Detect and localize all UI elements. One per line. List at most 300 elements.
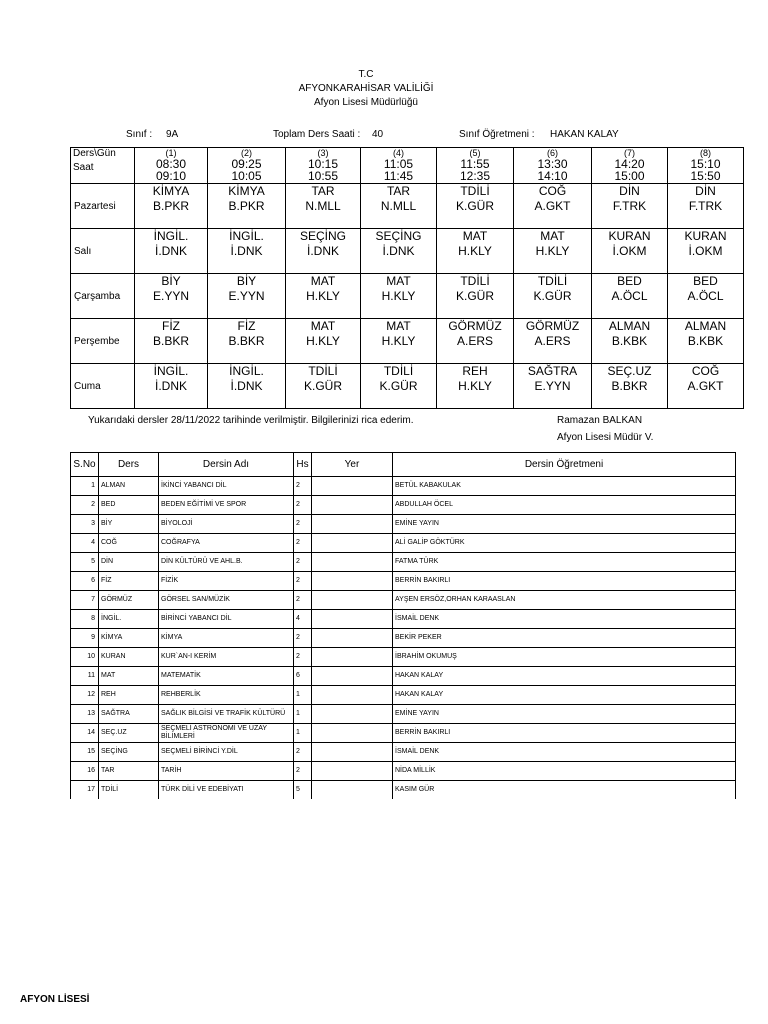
lesson-teacher: E.YYN [534, 379, 571, 393]
lesson-subject: SAĞTRA [527, 364, 578, 378]
course-place [312, 762, 393, 781]
course-code: BİY [99, 515, 159, 534]
course-code: SEÇİNG [99, 743, 159, 762]
course-no: 15 [71, 743, 99, 762]
course-teacher: BERRİN BAKIRLI [393, 724, 736, 743]
course-name: KUR`AN-I KERİM [159, 648, 294, 667]
course-no: 12 [71, 686, 99, 705]
lesson-subject: COĞ [538, 184, 567, 198]
course-name: BİRİNCİ YABANCI DİL [159, 610, 294, 629]
lesson-teacher: İ.DNK [230, 244, 263, 258]
lesson-subject: DİN [619, 184, 640, 198]
lesson-teacher: H.KLY [381, 334, 416, 348]
principal-name: Ramazan BALKAN [557, 415, 643, 426]
lesson-cell [668, 364, 744, 409]
course-place [312, 648, 393, 667]
course-hours: 5 [294, 781, 312, 800]
course-hours: 2 [294, 591, 312, 610]
course-name: COĞRAFYA [159, 534, 294, 553]
lesson-cell [592, 274, 668, 319]
lesson-subject: TDİLİ [460, 184, 490, 198]
period-header-1 [135, 148, 208, 184]
lesson-subject: TAR [386, 184, 411, 198]
header-tc: T.C [358, 69, 374, 80]
lesson-subject: TDİLİ [308, 364, 338, 378]
course-no: 1 [71, 477, 99, 496]
lesson-teacher: H.KLY [458, 244, 492, 258]
course-name: REHBERLİK [159, 686, 294, 705]
lesson-teacher: H.KLY [381, 289, 416, 303]
period-start: 13:30 [537, 157, 568, 171]
lesson-teacher: İ.DNK [382, 244, 415, 258]
course-place [312, 743, 393, 762]
period-header-4 [361, 148, 437, 184]
table-row [71, 515, 736, 534]
lesson-cell [668, 274, 744, 319]
lesson-cell [592, 319, 668, 364]
table-row [71, 762, 736, 781]
course-code: SEÇ.UZ [99, 724, 159, 743]
course-no: 9 [71, 629, 99, 648]
period-start: 09:25 [231, 157, 262, 171]
period-end: 11:45 [383, 169, 414, 183]
course-code: ALMAN [99, 477, 159, 496]
course-name: BEDEN EĞİTİMİ VE SPOR [159, 496, 294, 515]
period-start: 11:55 [460, 157, 490, 171]
day-name: Cuma [71, 364, 135, 409]
lesson-subject: GÖRMÜZ [525, 319, 580, 333]
table-row [71, 667, 736, 686]
weekly-timetable [70, 147, 744, 409]
course-name: MATEMATİK [159, 667, 294, 686]
table-row [71, 591, 736, 610]
period-start: 11:05 [383, 157, 414, 171]
course-teacher: EMİNE YAYIN [393, 515, 736, 534]
lesson-teacher: İ.DNK [154, 244, 187, 258]
period-header-8 [668, 148, 744, 184]
course-code: COĞ [99, 534, 159, 553]
lesson-teacher: B.BKR [152, 334, 189, 348]
lesson-cell [286, 319, 361, 364]
lesson-teacher: K.GÜR [303, 379, 342, 393]
lesson-cell [514, 364, 592, 409]
class-label: Sınıf : [126, 129, 153, 140]
lesson-cell [592, 229, 668, 274]
course-no: 10 [71, 648, 99, 667]
period-number: (7) [624, 148, 635, 158]
lesson-subject: MAT [310, 274, 336, 288]
course-no: 17 [71, 781, 99, 800]
lesson-subject: İNGİL. [229, 364, 264, 378]
course-hours: 2 [294, 534, 312, 553]
lesson-teacher: H.KLY [535, 244, 570, 258]
lesson-subject: SEÇİNG [375, 229, 422, 243]
lesson-cell [286, 364, 361, 409]
lesson-cell [135, 364, 208, 409]
lesson-cell [208, 364, 286, 409]
course-hours: 1 [294, 705, 312, 724]
course-teacher: AYŞEN ERSÖZ,ORHAN KARAASLAN [393, 591, 736, 610]
table-row [71, 705, 736, 724]
course-name: KİMYA [159, 629, 294, 648]
table-row [71, 610, 736, 629]
time-row [71, 148, 744, 184]
lesson-teacher: K.GÜR [533, 289, 572, 303]
period-start: 15:10 [690, 157, 721, 171]
lesson-cell [361, 184, 437, 229]
course-hours: 2 [294, 648, 312, 667]
course-place [312, 496, 393, 515]
lesson-cell [514, 274, 592, 319]
course-name: SEÇMELİ BİRİNCİ Y.DİL [159, 743, 294, 762]
course-teacher: BEKİR PEKER [393, 629, 736, 648]
lesson-subject: KİMYA [152, 184, 190, 198]
class-teacher-label: Sınıf Öğretmeni : [459, 129, 535, 140]
lesson-cell [668, 229, 744, 274]
lesson-teacher: B.KBK [687, 334, 724, 348]
course-no: 4 [71, 534, 99, 553]
lesson-teacher: E.YYN [228, 289, 265, 303]
lesson-teacher: E.YYN [152, 289, 189, 303]
course-code: İNGİL. [99, 610, 159, 629]
lesson-subject: ALMAN [608, 319, 651, 333]
course-hours: 2 [294, 762, 312, 781]
course-code: FİZ [99, 572, 159, 591]
table-row [71, 724, 736, 743]
course-no: 8 [71, 610, 99, 629]
lesson-cell [208, 184, 286, 229]
lesson-subject: BED [617, 274, 642, 288]
day-name: Perşembe [71, 319, 135, 364]
table-row [71, 781, 736, 800]
course-no: 2 [71, 496, 99, 515]
lesson-cell [361, 274, 437, 319]
lesson-subject: BİY [236, 274, 257, 288]
course-teacher: HAKAN KALAY [393, 686, 736, 705]
lesson-subject: İNGİL. [153, 229, 189, 243]
course-name: BİYOLOJİ [159, 515, 294, 534]
period-number: (3) [317, 148, 329, 158]
course-teacher: İSMAİL DENK [393, 743, 736, 762]
lesson-cell [514, 229, 592, 274]
lesson-cell [437, 229, 514, 274]
course-place [312, 477, 393, 496]
lesson-subject: KİMYA [228, 184, 265, 198]
course-no: 14 [71, 724, 99, 743]
lesson-subject: İNGİL. [153, 364, 189, 378]
lesson-subject: FİZ [237, 319, 256, 333]
course-name: TARİH [159, 762, 294, 781]
day-row [71, 319, 744, 364]
lesson-cell [361, 229, 437, 274]
course-teacher: NİDA MİLLİK [393, 762, 736, 781]
lesson-subject: KURAN [608, 229, 651, 243]
lesson-cell [514, 319, 592, 364]
col-header-code: Ders [99, 453, 159, 477]
period-end: 10:05 [231, 169, 262, 183]
period-header-7 [592, 148, 668, 184]
lesson-teacher: B.KBK [611, 334, 648, 348]
lesson-subject: TAR [311, 184, 335, 198]
lesson-teacher: İ.DNK [306, 244, 339, 258]
course-place [312, 686, 393, 705]
lesson-subject: COĞ [691, 364, 720, 378]
course-name: SAĞLIK BİLGİSİ VE TRAFİK KÜLTÜRÜ [159, 705, 294, 724]
course-hours: 4 [294, 610, 312, 629]
lesson-teacher: N.MLL [305, 199, 341, 213]
day-row [71, 274, 744, 319]
course-no: 6 [71, 572, 99, 591]
course-hours: 6 [294, 667, 312, 686]
period-header-6 [514, 148, 592, 184]
period-number: (2) [241, 148, 252, 158]
course-code: KURAN [99, 648, 159, 667]
lesson-subject: MAT [310, 319, 336, 333]
day-name: Çarşamba [71, 274, 135, 319]
course-no: 3 [71, 515, 99, 534]
col-header-name: Dersin Adı [159, 453, 294, 477]
course-place [312, 610, 393, 629]
total-hours-label: Toplam Ders Saati : [273, 129, 361, 140]
course-hours: 2 [294, 743, 312, 762]
period-header-2 [208, 148, 286, 184]
course-teacher: FATMA TÜRK [393, 553, 736, 572]
lesson-cell [437, 274, 514, 319]
header-school: Afyon Lisesi Müdürlüğü [314, 97, 418, 108]
lesson-teacher: H.KLY [306, 289, 340, 303]
day-name: Pazartesi [71, 184, 135, 229]
lesson-teacher: A.ERS [456, 334, 493, 348]
course-name: FİZİK [159, 572, 294, 591]
course-no: 11 [71, 667, 99, 686]
course-hours: 2 [294, 553, 312, 572]
header-governorship: AFYONKARAHİSAR VALİLİĞİ [298, 83, 434, 94]
course-place [312, 515, 393, 534]
period-end: 10:55 [307, 169, 339, 183]
lesson-subject: MAT [386, 274, 411, 288]
day-row [71, 364, 744, 409]
period-number: (5) [469, 148, 481, 158]
course-place [312, 724, 393, 743]
course-code: KİMYA [99, 629, 159, 648]
class-teacher-value: HAKAN KALAY [550, 129, 619, 140]
course-teacher: İSMAİL DENK [393, 610, 736, 629]
lesson-teacher: H.KLY [306, 334, 340, 348]
period-number: (4) [393, 148, 404, 158]
lesson-subject: SEÇİNG [299, 229, 346, 243]
lesson-cell [437, 319, 514, 364]
time-label: Saat [73, 162, 94, 173]
lesson-cell [135, 319, 208, 364]
course-teacher: BETÜL KABAKULAK [393, 477, 736, 496]
course-code: TDİLİ [99, 781, 159, 800]
course-name: İKİNCİ YABANCI DİL [159, 477, 294, 496]
lesson-subject: TDİLİ [537, 274, 568, 288]
table-row [71, 743, 736, 762]
lesson-subject: FİZ [162, 319, 180, 333]
lesson-teacher: İ.DNK [154, 379, 187, 393]
course-code: TAR [99, 762, 159, 781]
table-row [71, 686, 736, 705]
course-teacher: ABDULLAH ÖCEL [393, 496, 736, 515]
lesson-cell [135, 184, 208, 229]
lesson-teacher: İ.DNK [230, 379, 263, 393]
lesson-cell [668, 319, 744, 364]
course-code: BED [99, 496, 159, 515]
lesson-cell [437, 364, 514, 409]
corner-label: Ders\Gün [73, 148, 116, 159]
lesson-teacher: B.PKR [152, 199, 189, 213]
confirmation-statement: Yukarıdaki dersler 28/11/2022 tarihinde verilmiştir. Bilgilerinizi rica ederim. [88, 415, 414, 426]
lesson-subject: MAT [386, 319, 411, 333]
table-row [71, 496, 736, 515]
course-hours: 1 [294, 686, 312, 705]
course-name: DİN KÜLTÜRÜ VE AHL.B. [159, 553, 294, 572]
course-place [312, 534, 393, 553]
corner-cell [71, 148, 135, 184]
lesson-teacher: F.TRK [688, 199, 723, 213]
lesson-subject: ALMAN [684, 319, 727, 333]
course-teacher: İBRAHİM OKUMUŞ [393, 648, 736, 667]
course-place [312, 705, 393, 724]
lesson-teacher: H.KLY [458, 379, 492, 393]
lesson-cell [135, 274, 208, 319]
lesson-subject: TDİLİ [383, 364, 414, 378]
course-code: DİN [99, 553, 159, 572]
lesson-cell [361, 364, 437, 409]
course-hours: 2 [294, 629, 312, 648]
period-end: 12:35 [459, 169, 491, 183]
lesson-cell [592, 364, 668, 409]
lesson-cell [286, 274, 361, 319]
period-start: 10:15 [307, 157, 339, 171]
lesson-teacher: N.MLL [380, 199, 417, 213]
table-row [71, 553, 736, 572]
period-end: 15:50 [690, 169, 721, 183]
course-name: SEÇMELİ ASTRONOMİ VE UZAY BİLİMLERİ [159, 724, 294, 743]
principal-title: Afyon Lisesi Müdür V. [557, 432, 654, 443]
lesson-teacher: A.GKT [534, 199, 571, 213]
lesson-teacher: A.ERS [534, 334, 571, 348]
period-number: (1) [165, 148, 177, 158]
course-place [312, 572, 393, 591]
course-no: 7 [71, 591, 99, 610]
lesson-teacher: K.GÜR [455, 199, 494, 213]
course-place [312, 781, 393, 800]
lesson-subject: GÖRMÜZ [448, 319, 502, 333]
lesson-cell [208, 319, 286, 364]
table-row [71, 534, 736, 553]
lesson-teacher: A.GKT [687, 379, 724, 393]
col-header-hours: Hs [294, 453, 312, 477]
total-hours-value: 40 [372, 129, 384, 140]
course-list-table [70, 452, 736, 799]
class-value: 9A [166, 129, 179, 140]
course-list-header [71, 453, 736, 477]
day-row [71, 184, 744, 229]
col-header-place: Yer [312, 453, 393, 477]
lesson-teacher: B.BKR [611, 379, 648, 393]
lesson-cell [668, 184, 744, 229]
course-place [312, 591, 393, 610]
lesson-cell [286, 229, 361, 274]
period-number: (8) [700, 148, 711, 158]
lesson-subject: BİY [161, 274, 181, 288]
period-start: 08:30 [155, 157, 187, 171]
col-header-no: S.No [71, 453, 99, 477]
lesson-teacher: K.GÜR [379, 379, 418, 393]
course-teacher: KASIM GÜR [393, 781, 736, 800]
course-hours: 1 [294, 724, 312, 743]
course-hours: 2 [294, 572, 312, 591]
lesson-subject: BED [693, 274, 718, 288]
course-place [312, 553, 393, 572]
lesson-cell [208, 274, 286, 319]
period-end: 09:10 [155, 169, 187, 183]
course-teacher: EMİNE YAYIN [393, 705, 736, 724]
period-header-5 [437, 148, 514, 184]
lesson-teacher: B.PKR [228, 199, 265, 213]
lesson-cell [208, 229, 286, 274]
lesson-subject: İNGİL. [229, 229, 264, 243]
lesson-teacher: İ.OKM [688, 244, 723, 258]
lesson-teacher: İ.OKM [612, 244, 647, 258]
table-row [71, 572, 736, 591]
course-place [312, 629, 393, 648]
lesson-subject: TDİLİ [460, 274, 490, 288]
period-start: 14:20 [614, 157, 645, 171]
course-hours: 2 [294, 496, 312, 515]
period-end: 14:10 [537, 169, 568, 183]
lesson-teacher: A.ÖCL [611, 289, 648, 303]
course-code: MAT [99, 667, 159, 686]
lesson-subject: SEÇ.UZ [607, 364, 652, 378]
course-code: SAĞTRA [99, 705, 159, 724]
lesson-teacher: B.BKR [228, 334, 265, 348]
course-hours: 2 [294, 515, 312, 534]
course-teacher: BERRİN BAKIRLI [393, 572, 736, 591]
lesson-subject: MAT [462, 229, 488, 243]
footer-school-name: AFYON LİSESİ [20, 994, 90, 1005]
day-name: Salı [71, 229, 135, 274]
lesson-subject: REH [462, 364, 488, 378]
lesson-teacher: K.GÜR [455, 289, 494, 303]
course-no: 16 [71, 762, 99, 781]
lesson-subject: MAT [540, 229, 565, 243]
course-place [312, 667, 393, 686]
lesson-cell [437, 184, 514, 229]
course-code: REH [99, 686, 159, 705]
lesson-subject: DİN [695, 184, 716, 198]
course-no: 5 [71, 553, 99, 572]
day-row [71, 229, 744, 274]
lesson-cell [135, 229, 208, 274]
lesson-teacher: A.ÖCL [687, 289, 724, 303]
lesson-teacher: F.TRK [612, 199, 647, 213]
lesson-cell [514, 184, 592, 229]
period-header-3 [286, 148, 361, 184]
course-no: 13 [71, 705, 99, 724]
period-number: (6) [547, 148, 558, 158]
table-row [71, 648, 736, 667]
lesson-cell [592, 184, 668, 229]
course-teacher: ALİ GALİP GÖKTÜRK [393, 534, 736, 553]
course-code: GÖRMÜZ [99, 591, 159, 610]
course-hours: 2 [294, 477, 312, 496]
table-row [71, 477, 736, 496]
course-name: GÖRSEL SAN/MÜZİK [159, 591, 294, 610]
course-teacher: HAKAN KALAY [393, 667, 736, 686]
